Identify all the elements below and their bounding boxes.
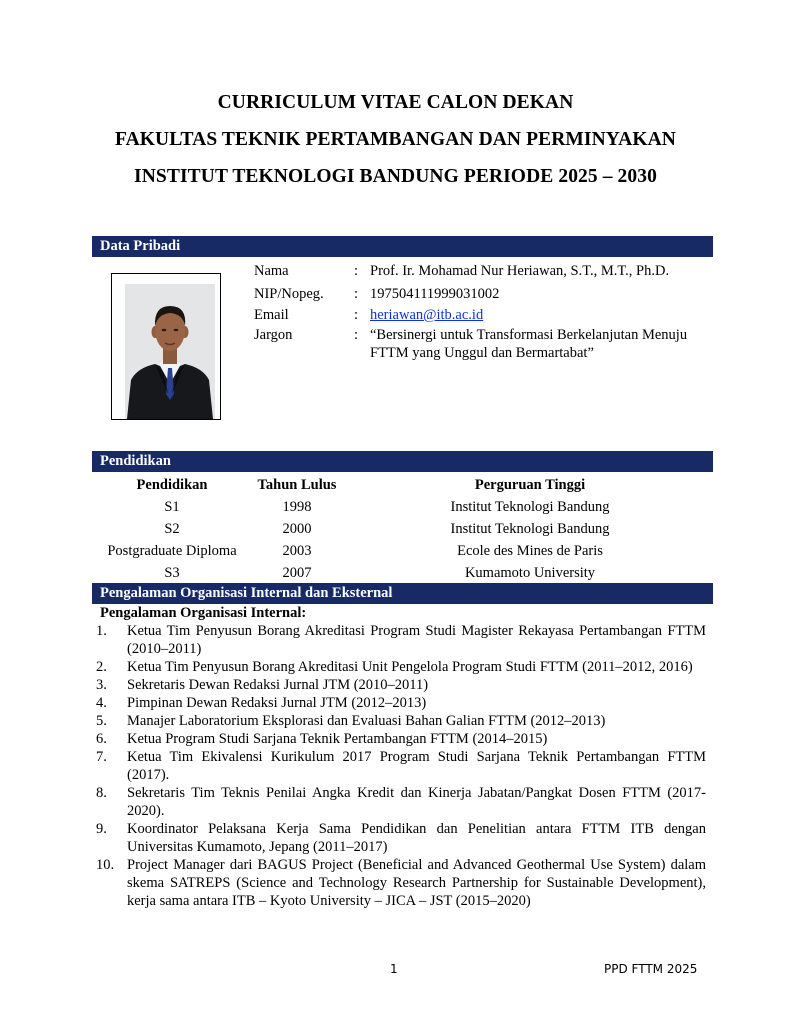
item-number: 5. — [96, 713, 107, 729]
item-number: 2. — [96, 659, 107, 675]
list-item — [96, 622, 706, 658]
edu-cell: 1998 — [282, 499, 312, 515]
value-jargon: “Bersinergi untuk Transformasi Berkelanjutan Menuju FTTM yang Unggul dan Bermartabat” — [370, 327, 688, 361]
profile-photo — [125, 284, 215, 419]
label-nip: NIP/Nopeg. — [254, 286, 324, 302]
label-jargon: Jargon — [254, 327, 293, 343]
footer-code: PPD FTTM 2025 — [604, 962, 698, 976]
item-number: 4. — [96, 695, 107, 711]
edu-cell: Ecole des Mines de Paris — [457, 543, 603, 559]
label-nama: Nama — [254, 263, 289, 279]
email-link[interactable]: heriawan@itb.ac.id — [370, 307, 484, 323]
item-text: Pimpinan Dewan Redaksi Jurnal JTM (2012–2013) — [127, 695, 427, 711]
list-item — [96, 748, 706, 784]
item-text: Ketua Tim Ekivalensi Kurikulum 2017 Program Studi Sarjana Teknik Pertambangan FTTM (2017). — [127, 749, 706, 783]
edu-cell: S2 — [164, 521, 180, 537]
edu-cell: 2000 — [282, 521, 312, 537]
edu-cell: 2003 — [282, 543, 312, 559]
edu-cell: S1 — [164, 499, 180, 515]
edu-header-level: Pendidikan — [136, 477, 208, 493]
experience-list — [96, 622, 706, 910]
list-item — [96, 676, 706, 694]
edu-cell: Kumamoto University — [464, 565, 596, 581]
item-text: Manajer Laboratorium Eksplorasi dan Evaluasi Bahan Galian FTTM (2012–2013) — [127, 713, 606, 729]
edu-cell: Institut Teknologi Bandung — [450, 521, 610, 537]
colon-nip: : — [354, 286, 359, 302]
experience-subheading: Pengalaman Organisasi Internal: — [100, 605, 307, 621]
colon-nama: : — [354, 263, 359, 279]
item-text: Sekretaris Dewan Redaksi Jurnal JTM (2010–2011) — [127, 677, 429, 693]
title-line-3: INSTITUT TEKNOLOGI BANDUNG PERIODE 2025 – 2030 — [134, 166, 657, 187]
item-text: Ketua Program Studi Sarjana Teknik Pertambangan FTTM (2014–2015) — [127, 731, 548, 747]
item-text: Project Manager dari BAGUS Project (Beneficial and Advanced Geothermal Use System) dalam skema SATREPS (Science and Technology Research Partnership for Sustainable Development), kerja sama antara ITB – Kyoto University – JICA – JST (2015–2020) — [127, 857, 706, 909]
colon-email: : — [354, 307, 359, 323]
item-number: 3. — [96, 677, 107, 693]
item-number: 10. — [96, 857, 115, 873]
edu-cell: Postgraduate Diploma — [107, 543, 237, 559]
section-bar-personal: Data Pribadi — [92, 236, 713, 257]
item-text: Sekretaris Tim Teknis Penilai Angka Kredit dan Kinerja Jabatan/Pangkat Dosen FTTM (2017-2020). — [127, 785, 706, 819]
page-number: 1 — [390, 962, 398, 976]
list-item — [96, 784, 706, 820]
edu-cell: Institut Teknologi Bandung — [450, 499, 610, 515]
section-bar-experience: Pengalaman Organisasi Internal dan Eksternal — [92, 583, 713, 604]
edu-header-year: Tahun Lulus — [257, 477, 337, 493]
item-text: Ketua Tim Penyusun Borang Akreditasi Unit Pengelola Program Studi FTTM (2011–2012, 2016) — [127, 659, 693, 675]
item-number: 8. — [96, 785, 107, 801]
item-text: Ketua Tim Penyusun Borang Akreditasi Program Studi Magister Rekayasa Pertambangan FTTM (2010–2011) — [127, 623, 706, 657]
list-item — [96, 694, 706, 712]
item-number: 6. — [96, 731, 107, 747]
list-item — [96, 658, 706, 676]
value-nip: 197504111999031002 — [370, 286, 500, 302]
item-number: 7. — [96, 749, 107, 765]
list-item — [96, 730, 706, 748]
title-line-1: CURRICULUM VITAE CALON DEKAN — [217, 92, 574, 113]
edu-cell: S3 — [164, 565, 180, 581]
colon-jargon: : — [354, 327, 359, 343]
item-number: 9. — [96, 821, 107, 837]
item-text: Koordinator Pelaksana Kerja Sama Pendidikan dan Penelitian antara FTTM ITB dengan Universitas Kumamoto, Jepang (2011–2017) — [127, 821, 706, 855]
value-nama: Prof. Ir. Mohamad Nur Heriawan, S.T., M.T., Ph.D. — [370, 263, 670, 279]
edu-cell: 2007 — [282, 565, 312, 581]
edu-header-university: Perguruan Tinggi — [474, 477, 586, 493]
list-item — [96, 820, 706, 856]
section-bar-education: Pendidikan — [92, 451, 713, 472]
label-email: Email — [254, 307, 289, 323]
photo-frame — [111, 273, 221, 420]
list-item — [96, 712, 706, 730]
list-item — [96, 856, 706, 910]
item-number: 1. — [96, 623, 107, 639]
title-line-2: FAKULTAS TEKNIK PERTAMBANGAN DAN PERMINYAKAN — [115, 129, 676, 150]
